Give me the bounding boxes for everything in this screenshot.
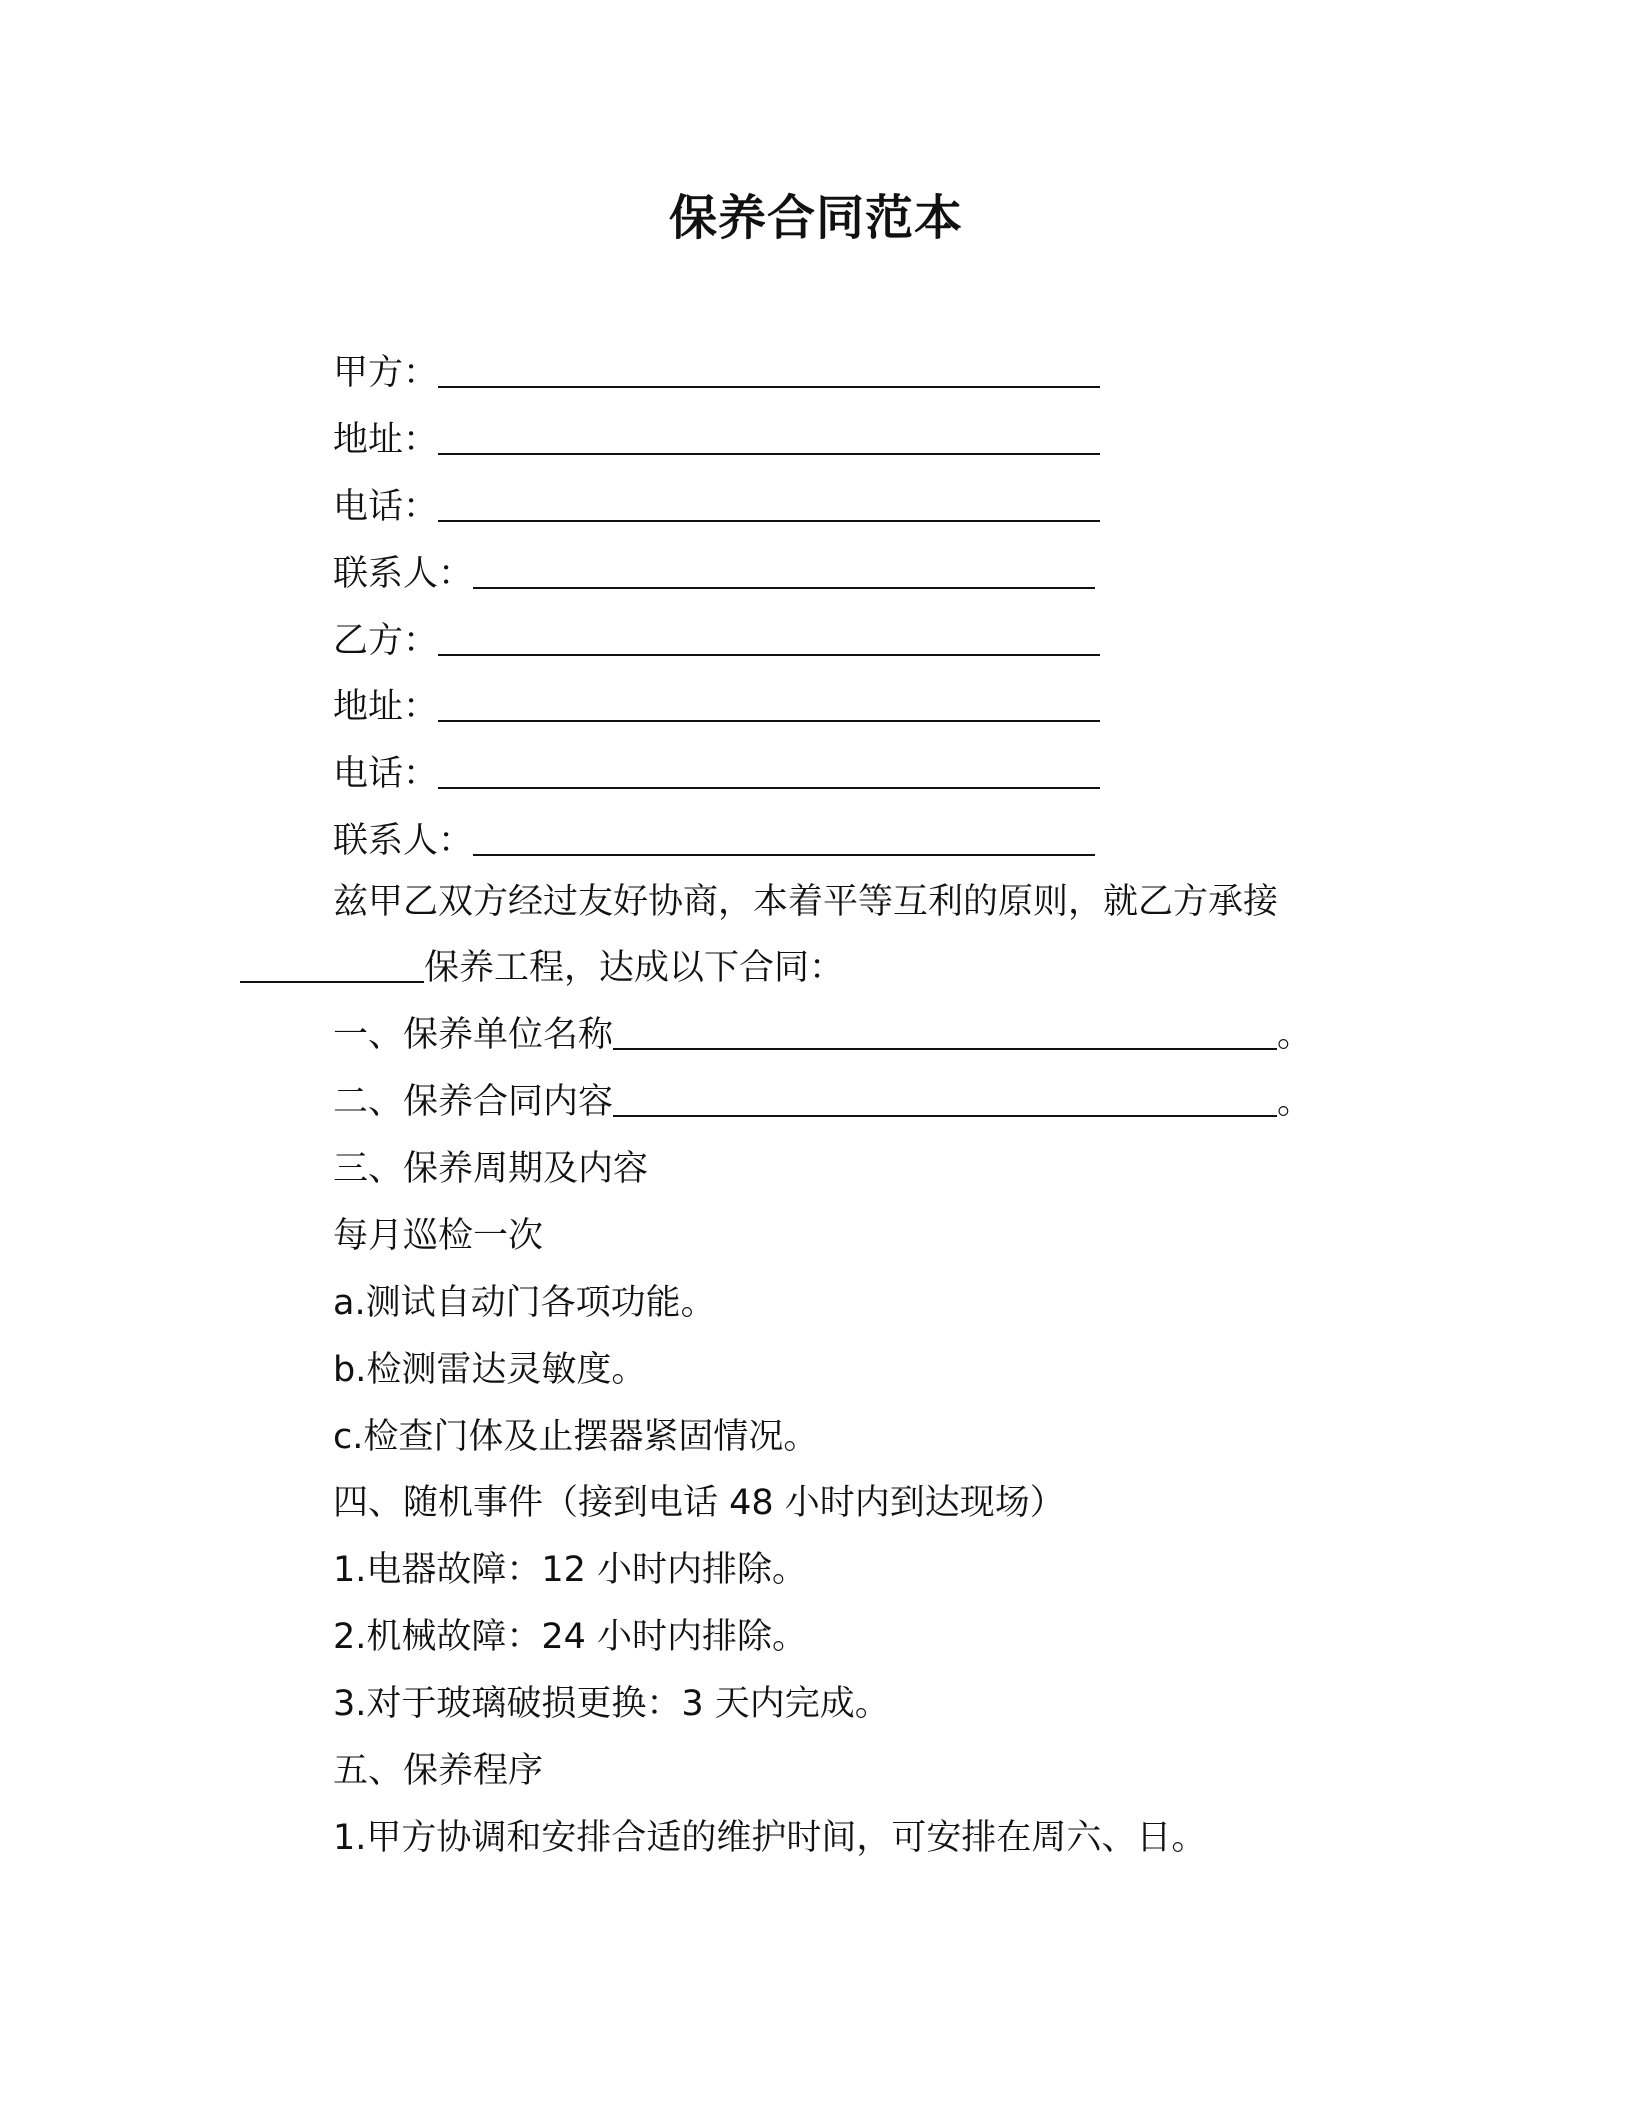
party-a-contact-row (333, 549, 1095, 599)
clause-3-sub: 每月巡检一次 (333, 1216, 544, 1256)
party-b-name-row (333, 616, 1100, 666)
party-b-contact-blank (473, 820, 1095, 856)
party-a-phone-blank (438, 486, 1100, 522)
clause-2-end: 。 (1277, 1082, 1313, 1122)
preamble-line-2-text: 保养工程，达成以下合同： (424, 948, 845, 988)
clause-5-item-1: 1.甲方协调和安排合适的维护时间，可安排在周六、日。 (333, 1818, 1207, 1858)
party-a-phone-row (333, 482, 1100, 532)
party-b-phone-label: 电话： (333, 754, 439, 794)
clause-4-item-2: 2.机械故障：24 小时内排除。 (333, 1617, 808, 1657)
party-a-address-blank (438, 419, 1100, 455)
party-a-contact-label: 联系人： (333, 554, 474, 594)
party-b-address-label: 地址： (333, 687, 439, 727)
party-b-contact-label: 联系人： (333, 821, 474, 861)
project-name-blank (240, 947, 424, 983)
party-b-address-blank (438, 686, 1100, 722)
clause-3-item-b: b.检测雷达灵敏度。 (333, 1350, 647, 1390)
clause-4-heading: 四、随机事件（接到电话 48 小时内到达现场） (333, 1483, 1065, 1523)
preamble-line-1: 兹甲乙双方经过友好协商，本着平等互利的原则，就乙方承接 (333, 882, 1279, 922)
clause-4-item-1: 1.电器故障：12 小时内排除。 (333, 1550, 808, 1590)
clause-4-item-3: 3.对于玻璃破损更换：3 天内完成。 (333, 1684, 890, 1724)
party-a-name-row (333, 348, 1100, 398)
clause-3-heading: 三、保养周期及内容 (333, 1149, 649, 1189)
clause-5-heading: 五、保养程序 (333, 1751, 544, 1791)
party-b-phone-row (333, 749, 1100, 799)
party-b-contact-row (333, 816, 1095, 866)
clause-3-item-a: a.测试自动门各项功能。 (333, 1283, 716, 1323)
party-b-name-label: 乙方： (333, 621, 439, 661)
party-b-phone-blank (438, 753, 1100, 789)
clause-2-label: 二、保养合同内容 (333, 1082, 614, 1122)
clause-1 (333, 1010, 1312, 1060)
preamble-line-2 (240, 943, 844, 993)
clause-1-blank (613, 1014, 1277, 1050)
party-a-phone-label: 电话： (333, 487, 439, 527)
party-a-address-row (333, 415, 1100, 465)
party-a-address-label: 地址： (333, 420, 439, 460)
clause-3-item-c: c.检查门体及止摆器紧固情况。 (333, 1417, 819, 1457)
party-b-address-row (333, 682, 1100, 732)
clause-1-label: 一、保养单位名称 (333, 1015, 614, 1055)
party-a-name-blank (438, 352, 1100, 388)
clause-2 (333, 1077, 1312, 1127)
clause-1-end: 。 (1277, 1015, 1313, 1055)
party-a-name-label: 甲方： (333, 353, 439, 393)
page-title: 保养合同范本 (668, 190, 963, 246)
clause-2-blank (613, 1081, 1277, 1117)
party-a-contact-blank (473, 553, 1095, 589)
party-b-name-blank (438, 620, 1100, 656)
